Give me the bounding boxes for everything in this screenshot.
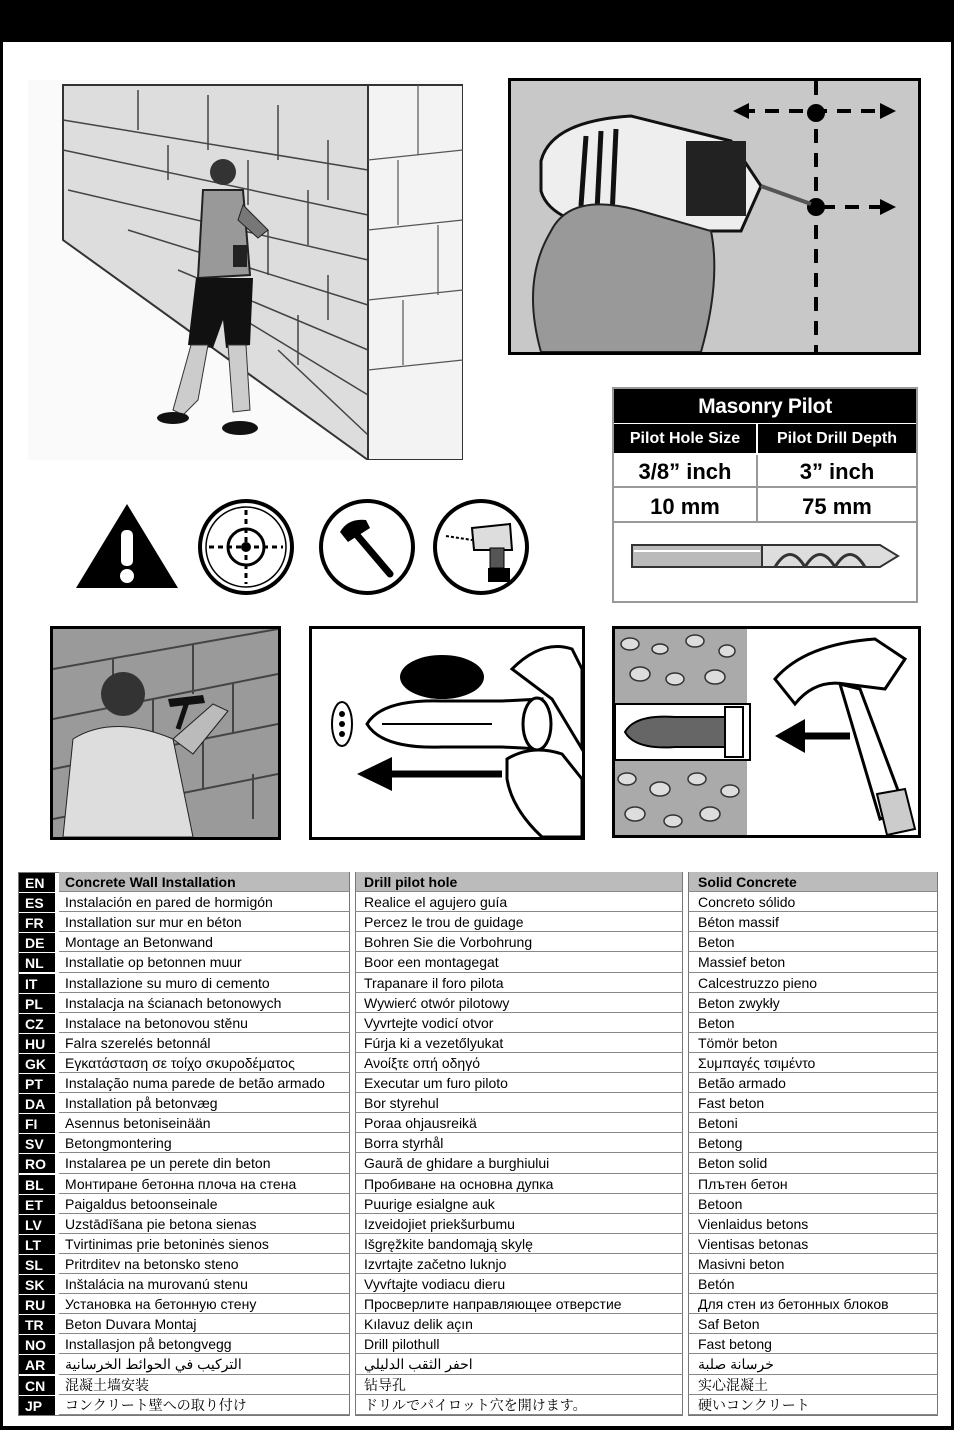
wall-installation-illustration [28,80,463,460]
row-text-wall-installation: Montage an Betonwand [65,934,213,951]
row-text-wall-installation: Instalace na betonovou stěnu [65,1014,248,1031]
language-code: FI [19,1114,55,1133]
row-text-solid-concrete: Vienlaidus betons [698,1215,809,1232]
row-text-wall-installation: Installasjon på betongvegg [65,1336,232,1353]
column-gap [350,872,355,1416]
row-text-drill-pilot-hole: Poraa ohjausreikä [364,1115,477,1132]
row-text-solid-concrete: Saf Beton [698,1316,760,1333]
row-text-solid-concrete: Fast beton [698,1095,765,1112]
target-icon [197,498,295,596]
row-text-drill-pilot-hole: Percez le trou de guidage [364,914,524,931]
masonry-pilot-table [612,387,918,603]
drill-icon [432,498,530,596]
row-text-drill-pilot-hole: Kılavuz delik açın [364,1316,473,1333]
warning-icon [72,500,182,592]
anchor-hammer-illustration [612,626,921,838]
language-code: ET [19,1195,55,1214]
row-text-wall-installation: Instalación en pared de hormigón [65,894,273,911]
row-text-drill-pilot-hole: 钻导孔 [364,1376,406,1393]
language-code: SL [19,1255,55,1274]
row-text-solid-concrete: Solid Concrete [689,872,937,892]
language-code: CZ [19,1014,55,1033]
language-code: BL [19,1175,55,1194]
row-text-drill-pilot-hole: Realice el agujero guía [364,894,508,911]
row-text-solid-concrete: Vientisas betonas [698,1235,809,1252]
row-text-drill-pilot-hole: Fúrja ki a vezetőlyukat [364,1034,504,1051]
masonry-table-title: Masonry Pilot [614,389,916,423]
language-code: PT [19,1074,55,1093]
row-text-drill-pilot-hole: Пробиване на основна дупка [364,1175,554,1192]
row-text-wall-installation: Installation på betonvæg [65,1095,218,1112]
language-code: HU [19,1034,55,1053]
column-gap [683,872,688,1416]
row-text-wall-installation: Pritrditev na betonsko steno [65,1255,239,1272]
row-text-wall-installation: Concrete Wall Installation [59,872,349,892]
language-code: NL [19,953,55,972]
row-text-solid-concrete: Betoon [698,1195,743,1212]
language-code: SV [19,1134,55,1153]
row-text-wall-installation: Installatie op betonnen muur [65,954,242,971]
row-text-drill-pilot-hole: Wywierć otwór pilotowy [364,994,510,1011]
row-text-wall-installation: Betongmontering [65,1135,172,1152]
language-code: LV [19,1215,55,1234]
language-code: GK [19,1054,55,1073]
hammering-photo [50,626,281,840]
row-text-drill-pilot-hole: Puurige esialgne auk [364,1195,495,1212]
pilot-drill-depth-cell: 3” inch [758,455,916,488]
row-text-drill-pilot-hole: Išgręžkite bandomąją skylę [364,1235,533,1252]
row-text-solid-concrete: Massief beton [698,954,786,971]
row-text-drill-pilot-hole: Просверлите направляющее отверстие [364,1296,622,1313]
language-code: IT [19,974,55,993]
row-text-solid-concrete: Betón [698,1276,735,1292]
row-text-drill-pilot-hole: Ανοίξτε οπή οδηγό [364,1054,480,1071]
row-text-solid-concrete: Для стен из бетонных блоков [698,1296,889,1313]
row-text-wall-installation: Tvirtinimas prie betoninės sienos [65,1235,269,1252]
row-text-wall-installation: Installazione su muro di cemento [65,974,270,991]
row-text-solid-concrete: Concreto sólido [698,894,796,911]
row-text-wall-installation: Instalacja na ścianach betonowych [65,994,282,1011]
row-text-solid-concrete: Calcestruzzo pieno [698,974,818,991]
row-text-drill-pilot-hole: Boor een montagegat [364,954,499,971]
row-text-wall-installation: Εγκατάσταση σε τοίχο σκυροδέματος [65,1054,295,1071]
row-text-drill-pilot-hole: Drill pilothull [364,1336,440,1353]
row-divider [59,1414,938,1415]
row-text-drill-pilot-hole: Izveidojiet priekšurbumu [364,1215,515,1232]
language-code: CN [19,1376,55,1395]
row-text-solid-concrete: Fast betong [698,1336,772,1353]
row-text-wall-installation: 混凝土墙安装 [65,1376,149,1393]
row-text-solid-concrete: Beton [698,1014,735,1031]
language-code: NO [19,1335,55,1354]
row-text-solid-concrete: خرسانة صلبة [698,1356,774,1373]
row-text-wall-installation: Installation sur mur en béton [65,914,242,931]
row-text-wall-installation: Asennus betoniseinään [65,1115,211,1132]
language-code: LT [19,1235,55,1254]
row-text-wall-installation: Instalarea pe un perete din beton [65,1155,271,1172]
language-code: EN [19,873,55,892]
hammer-icon [318,498,416,596]
row-text-solid-concrete: Betão armado [698,1075,786,1091]
language-code: DA [19,1094,55,1113]
anchor-insert-illustration [309,626,585,840]
row-text-drill-pilot-hole: Gaură de ghidare a burghiului [364,1155,550,1172]
row-text-drill-pilot-hole: Vyvrtejte vodicí otvor [364,1014,494,1031]
row-text-solid-concrete: 硬いコンクリート [698,1396,810,1413]
row-text-drill-pilot-hole: Vyvŕtajte vodiacu dieru [364,1276,506,1292]
row-text-solid-concrete: Плътен бетон [698,1175,788,1192]
row-text-drill-pilot-hole: Bor styrehul [364,1095,439,1112]
language-code: FR [19,913,55,932]
row-text-solid-concrete: Béton massif [698,914,779,931]
row-text-drill-pilot-hole: Bohren Sie die Vorbohrung [364,934,533,951]
language-code: PL [19,994,55,1013]
language-code: RU [19,1295,55,1314]
row-text-drill-pilot-hole: Drill pilot hole [356,872,682,892]
pilot-hole-size-header: Pilot Hole Size [614,424,756,453]
drill-marking-illustration [508,78,921,355]
pilot-drill-depth-header: Pilot Drill Depth [758,424,916,453]
language-code: DE [19,933,55,952]
row-text-wall-installation: Uzstādīšana pie betona sienas [65,1215,257,1232]
row-text-wall-installation: Монтиране бетонна плоча на стена [65,1175,297,1192]
masonry-drill-bit-icon [630,537,900,577]
row-text-wall-installation: التركيب في الحوائط الخرسانية [65,1356,242,1373]
row-text-solid-concrete: Betong [698,1135,743,1152]
row-text-drill-pilot-hole: احفر الثقب الدليلي [364,1356,473,1373]
row-text-wall-installation: Falra szerelés betonnál [65,1034,211,1051]
language-code: RO [19,1154,55,1173]
row-text-wall-installation: Paigaldus betoonseinale [65,1195,218,1212]
row-text-wall-installation: Instalação numa parede de betão armado [65,1075,325,1091]
language-code: JP [19,1396,55,1415]
row-text-wall-installation: Beton Duvara Montaj [65,1316,197,1333]
row-text-wall-installation: Inštalácia na murovanú stenu [65,1276,248,1292]
pilot-hole-size-cell: 3/8” inch [614,455,756,488]
row-text-drill-pilot-hole: ドリルでパイロット穴を開けます。 [364,1396,587,1413]
language-code: ES [19,893,55,912]
row-text-drill-pilot-hole: Borra styrhål [364,1135,444,1152]
row-text-solid-concrete: Betoni [698,1115,738,1132]
row-text-drill-pilot-hole: Izvrtajte začetno luknjo [364,1255,507,1272]
language-code: TR [19,1315,55,1334]
row-text-drill-pilot-hole: Executar um furo piloto [364,1075,508,1091]
row-text-solid-concrete: 实心混凝土 [698,1376,768,1393]
row-text-drill-pilot-hole: Trapanare il foro pilota [364,974,504,991]
pilot-hole-size-cell: 10 mm [614,490,756,523]
row-text-wall-installation: Установка на бетонную стену [65,1296,257,1313]
pilot-drill-depth-cell: 75 mm [758,490,916,523]
language-code: AR [19,1355,55,1374]
row-text-solid-concrete: Beton solid [698,1155,768,1172]
row-text-solid-concrete: Tömör beton [698,1034,778,1051]
row-text-solid-concrete: Beton [698,934,735,951]
row-text-wall-installation: コンクリート壁への取り付け [65,1396,247,1413]
row-text-solid-concrete: Συμπαγές τσιμέντο [698,1054,816,1071]
row-text-solid-concrete: Masivni beton [698,1255,785,1272]
row-text-solid-concrete: Beton zwykły [698,994,780,1011]
language-code: SK [19,1275,55,1294]
